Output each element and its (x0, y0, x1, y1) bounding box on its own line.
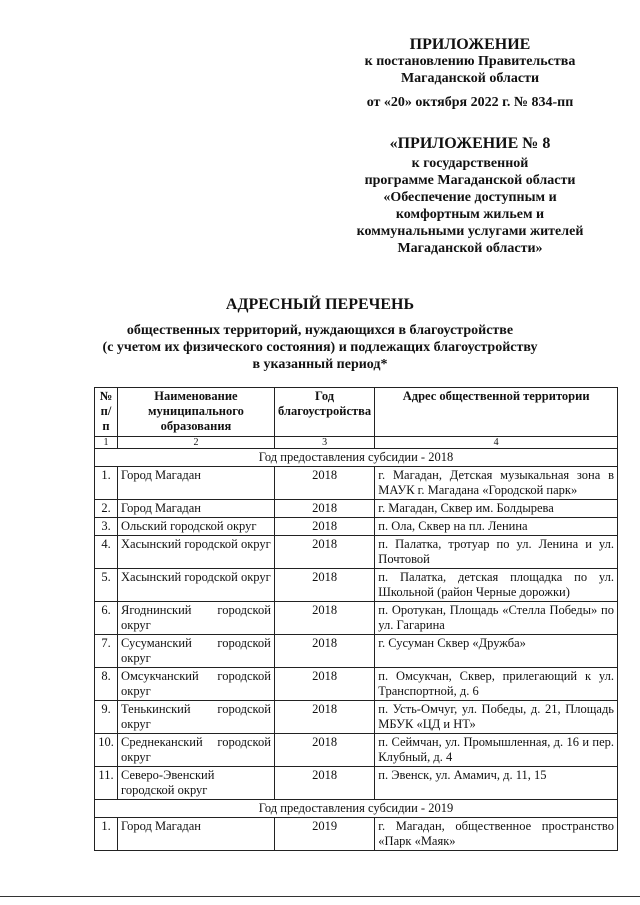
spacer (325, 111, 615, 126)
row-address: п. Оротукан, Площадь «Стелла Победы» по ул. Гагарина (375, 602, 618, 635)
header-year: Год благоустройства (274, 388, 374, 437)
row-num: 4. (95, 536, 118, 569)
row-year: 2018 (274, 518, 374, 536)
appendix-title: ПРИЛОЖЕНИЕ (409, 36, 531, 53)
row-address: п. Ола, Сквер на пл. Ленина (375, 518, 618, 536)
row-year: 2018 (274, 569, 374, 602)
page-bottom-divider (0, 896, 640, 897)
table-row (95, 602, 618, 635)
row-municipality: Ягоднинский городской округ (118, 602, 275, 635)
appendix-line: к государственной (411, 156, 529, 171)
index-cell: 4 (375, 437, 618, 449)
row-address: п. Сеймчан, ул. Промышленная, д. 16 и пер. Клубный, д. 4 (375, 734, 618, 767)
row-municipality: Город Магадан (118, 818, 275, 851)
row-year: 2018 (274, 668, 374, 701)
index-cell: 2 (118, 437, 275, 449)
row-address: п. Омсукчан, Сквер, прилегающий к ул. Транспортной, д. 6 (375, 668, 618, 701)
table-row (95, 734, 618, 767)
appendix-decree-date: от «20» октября 2022 г. № 834-пп (366, 95, 574, 110)
row-num: 9. (95, 701, 118, 734)
appendix-line: «Обеспечение доступным и (383, 190, 557, 205)
row-municipality: Сусуманский городской округ (118, 635, 275, 668)
row-num: 6. (95, 602, 118, 635)
row-num: 10. (95, 734, 118, 767)
row-year: 2018 (274, 734, 374, 767)
row-year: 2018 (274, 602, 374, 635)
document-title: АДРЕСНЫЙ ПЕРЕЧЕНЬ (225, 296, 415, 313)
row-address: п. Палатка, детская площадка по ул. Школьной (район Черные дорожки) (375, 569, 618, 602)
index-cell: 1 (95, 437, 118, 449)
row-num: 3. (95, 518, 118, 536)
index-cell: 3 (274, 437, 374, 449)
row-address: п. Палатка, тротуар по ул. Ленина и ул. Почтовой (375, 536, 618, 569)
column-index-row (95, 437, 618, 449)
table-row (95, 668, 618, 701)
appendix-line: Магаданской области» (397, 241, 543, 256)
table-row (95, 635, 618, 668)
row-year: 2019 (274, 818, 374, 851)
appendix-8-title: «ПРИЛОЖЕНИЕ № 8 (389, 135, 551, 152)
row-address: п. Эвенск, ул. Амамич, д. 11, 15 (375, 767, 618, 800)
table-row (95, 701, 618, 734)
header-num: № п/п (95, 388, 118, 437)
row-municipality: Среднеканский городской округ (118, 734, 275, 767)
appendix-line: комфортным жильем и (395, 207, 545, 222)
table-row (95, 767, 618, 800)
row-municipality: Тенькинский городской округ (118, 701, 275, 734)
row-num: 7. (95, 635, 118, 668)
subtitle-line: общественных территорий, нуждающихся в благоустройстве (126, 323, 514, 338)
row-num: 1. (95, 467, 118, 500)
row-num: 5. (95, 569, 118, 602)
group-row-2018 (95, 449, 618, 467)
row-year: 2018 (274, 467, 374, 500)
row-year: 2018 (274, 701, 374, 734)
row-address: г. Магадан, общественное пространство «Парк «Маяк» (375, 818, 618, 851)
appendix-line: Магаданской области (400, 71, 540, 86)
appendix-header (325, 36, 615, 257)
row-municipality: Омсукчанский городской округ (118, 668, 275, 701)
row-year: 2018 (274, 500, 374, 518)
row-municipality: Хасынский городской округ (118, 536, 275, 569)
row-num: 11. (95, 767, 118, 800)
appendix-line: коммунальными услугами жителей (356, 224, 584, 239)
subtitle-line: в указанный период* (252, 357, 388, 372)
row-num: 8. (95, 668, 118, 701)
address-list-table (94, 387, 618, 851)
row-municipality: Город Магадан (118, 467, 275, 500)
appendix-line: программе Магаданской области (364, 173, 576, 188)
table-row (95, 818, 618, 851)
table-row (95, 518, 618, 536)
table-row (95, 569, 618, 602)
row-address: г. Магадан, Детская музыкальная зона в МАУК г. Магадана «Городской парк» (375, 467, 618, 500)
document-subtitle (80, 322, 560, 373)
group-row-2019 (95, 800, 618, 818)
table-header-row (95, 388, 618, 437)
group-label: Год предоставления субсидии - 2018 (95, 449, 618, 467)
table-row (95, 500, 618, 518)
group-label: Год предоставления субсидии - 2019 (95, 800, 618, 818)
header-municipality: Наименование муниципального образования (118, 388, 275, 437)
header-address: Адрес общественной территории (375, 388, 618, 437)
table-body (95, 437, 618, 851)
row-year: 2018 (274, 635, 374, 668)
row-year: 2018 (274, 536, 374, 569)
row-address: п. Усть-Омчуг, ул. Победы, д. 21, Площадь МБУК «ЦД и НТ» (375, 701, 618, 734)
row-municipality: Ольский городской округ (118, 518, 275, 536)
row-num: 1. (95, 818, 118, 851)
subtitle-line: (с учетом их физического состояния) и подлежащих благоустройству (102, 340, 538, 355)
row-num: 2. (95, 500, 118, 518)
table-row (95, 536, 618, 569)
row-address: г. Магадан, Сквер им. Болдырева (375, 500, 618, 518)
row-year: 2018 (274, 767, 374, 800)
appendix-line: к постановлению Правительства (364, 54, 576, 69)
row-municipality: Город Магадан (118, 500, 275, 518)
row-municipality: Хасынский городской округ (118, 569, 275, 602)
table-row (95, 467, 618, 500)
row-address: г. Сусуман Сквер «Дружба» (375, 635, 618, 668)
row-municipality: Северо-Эвенский городской округ (118, 767, 275, 800)
